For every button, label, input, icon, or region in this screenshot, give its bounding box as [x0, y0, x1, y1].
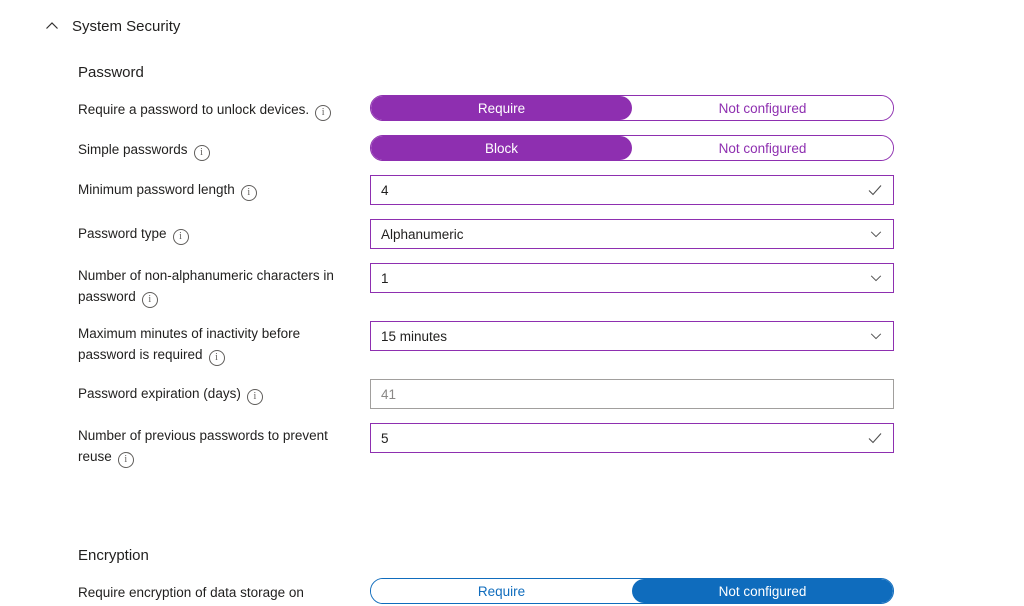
- row-label: [78, 379, 370, 404]
- setting-row: [78, 423, 1004, 467]
- row-label-text: Password expiration (days): [78, 386, 241, 401]
- setting-row: [78, 95, 1004, 121]
- info-icon[interactable]: i: [247, 389, 263, 405]
- chevron-up-icon[interactable]: [44, 18, 60, 34]
- row-label-text: Require encryption of data storage on: [78, 585, 304, 600]
- section-header-system-security[interactable]: [0, 0, 1024, 42]
- row-label: [78, 263, 370, 307]
- setting-row: [78, 379, 1004, 409]
- row-label-text: Number of non-alphanumeric characters in password: [78, 268, 334, 304]
- toggle-option-block[interactable]: Block: [371, 136, 632, 160]
- row-label: [78, 219, 370, 244]
- combobox-value: 15 minutes: [381, 328, 448, 344]
- chevron-down-icon[interactable]: [869, 271, 883, 285]
- toggle-option-not-configured[interactable]: Not configured: [632, 579, 893, 603]
- row-label: [78, 135, 370, 160]
- checkmark-icon: [867, 430, 883, 446]
- non-alphanumeric-characters-combobox[interactable]: [370, 263, 894, 293]
- row-label-text: Minimum password length: [78, 182, 235, 197]
- row-label-text: Simple passwords: [78, 142, 188, 157]
- row-label: [78, 423, 370, 467]
- combobox-value: 5: [381, 430, 389, 446]
- setting-row: [78, 175, 1004, 205]
- section-title: System Security: [72, 17, 181, 35]
- checkmark-icon: [867, 182, 883, 198]
- simple-passwords-toggle[interactable]: [370, 135, 894, 161]
- minimum-password-length-combobox[interactable]: [370, 175, 894, 205]
- chevron-down-icon[interactable]: [869, 329, 883, 343]
- info-icon[interactable]: i: [315, 105, 331, 121]
- setting-row: [78, 321, 1004, 365]
- info-icon[interactable]: i: [209, 350, 225, 366]
- row-label: [78, 95, 370, 120]
- row-label-text: Number of previous passwords to prevent reuse: [78, 428, 328, 464]
- combobox-value: Alphanumeric: [381, 226, 464, 242]
- group-title-encryption: Encryption: [78, 547, 149, 564]
- group-title-password: Password: [78, 64, 144, 81]
- row-label-text: Password type: [78, 226, 167, 241]
- settings-content: [0, 64, 1024, 604]
- chevron-down-icon[interactable]: [869, 227, 883, 241]
- setting-row: [78, 219, 1004, 249]
- row-label: [78, 321, 370, 365]
- row-label-text: Require a password to unlock devices.: [78, 102, 310, 117]
- row-label: [78, 175, 370, 200]
- info-icon[interactable]: i: [118, 452, 134, 468]
- info-icon[interactable]: i: [173, 229, 189, 245]
- setting-row: [78, 263, 1004, 307]
- password-type-combobox[interactable]: [370, 219, 894, 249]
- group-spacer: [78, 481, 1004, 525]
- toggle-option-require[interactable]: Require: [371, 96, 632, 120]
- textbox-value: 41: [381, 386, 397, 402]
- toggle-option-not-configured[interactable]: Not configured: [632, 136, 893, 160]
- require-password-toggle[interactable]: [370, 95, 894, 121]
- password-expiration-input[interactable]: [370, 379, 894, 409]
- max-inactivity-minutes-combobox[interactable]: [370, 321, 894, 351]
- toggle-option-not-configured[interactable]: Not configured: [632, 96, 893, 120]
- combobox-value: 4: [381, 182, 389, 198]
- info-icon[interactable]: i: [241, 185, 257, 201]
- toggle-option-require[interactable]: Require: [371, 579, 632, 603]
- setting-row: [78, 578, 1004, 604]
- row-label: [78, 578, 370, 603]
- combobox-value: 1: [381, 270, 389, 286]
- row-label-text: Maximum minutes of inactivity before password is required: [78, 326, 301, 362]
- info-icon[interactable]: i: [194, 145, 210, 161]
- setting-row: [78, 135, 1004, 161]
- require-encryption-toggle[interactable]: [370, 578, 894, 604]
- previous-passwords-combobox[interactable]: [370, 423, 894, 453]
- info-icon[interactable]: i: [142, 292, 158, 308]
